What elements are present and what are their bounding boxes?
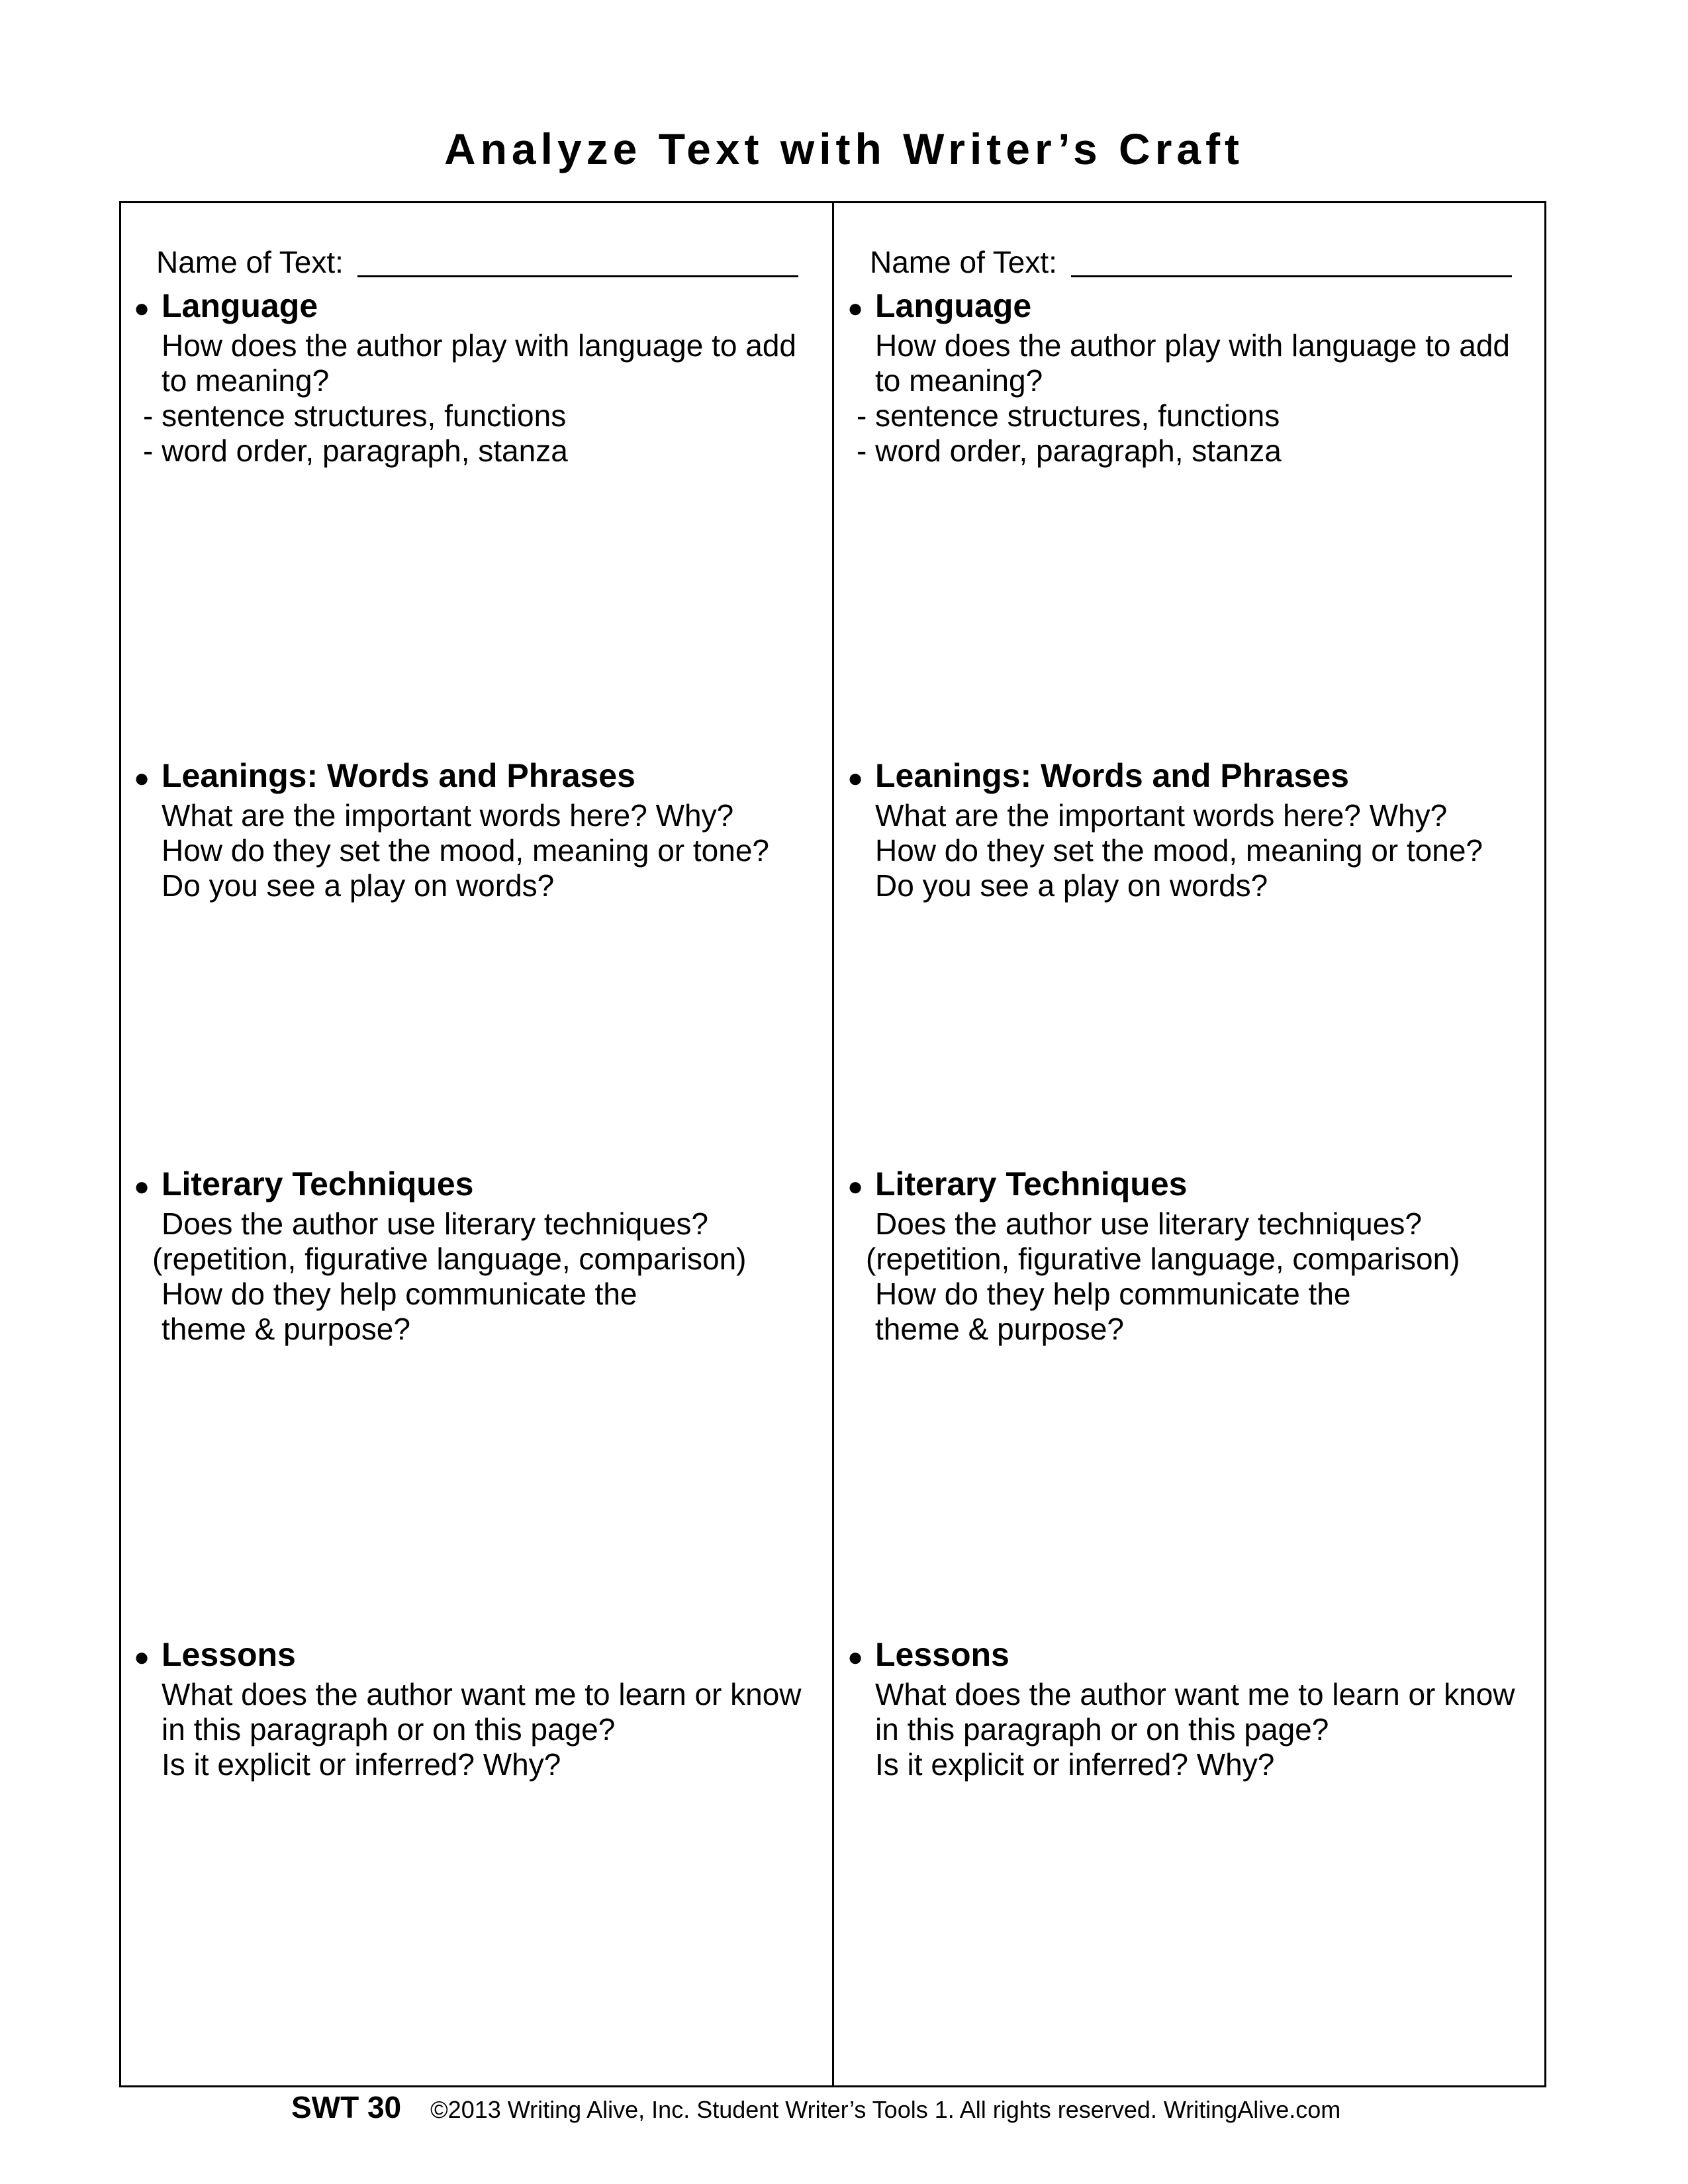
worksheet-column-left — [119, 201, 814, 2087]
name-of-text-label: Name of Text: — [870, 245, 1057, 279]
section-heading: ● Language — [134, 286, 802, 328]
section-literary-techniques — [134, 1164, 802, 1347]
prompt-line: Does the author use literary techniques? — [162, 1206, 708, 1241]
section-language — [134, 286, 802, 469]
copyright-notice: ©2013 Writing Alive, Inc. Student Writer’s Tools 1. All rights reserved. WritingAlive.com — [430, 2096, 1341, 2123]
section-heading: ● Lessons — [134, 1635, 802, 1677]
section-leanings — [847, 756, 1516, 903]
name-of-text-label: Name of Text: — [156, 245, 344, 279]
section-heading: ● Leanings: Words and Phrases — [134, 756, 802, 798]
bullet-icon: ● — [847, 1172, 864, 1201]
bullet-icon: ● — [847, 294, 864, 323]
prompt-line: Does the author use literary techniques? — [875, 1206, 1422, 1241]
bullet-icon: ● — [134, 764, 150, 793]
section-language — [847, 286, 1516, 469]
prompt-line: - sentence structures, functions — [857, 398, 1280, 433]
section-leanings — [134, 756, 802, 903]
section-lessons — [134, 1635, 802, 1782]
prompt-line: - sentence structures, functions — [143, 398, 567, 433]
bullet-icon: ● — [847, 1643, 864, 1672]
section-heading: ● Lessons — [847, 1635, 1516, 1677]
prompt-line: How does the author play with language to add — [875, 328, 1510, 363]
section-literary-techniques — [847, 1164, 1516, 1347]
page-code: SWT 30 — [291, 2090, 402, 2124]
section-heading: ● Literary Techniques — [134, 1164, 802, 1206]
prompt-line: theme & purpose? — [162, 1312, 410, 1346]
name-of-text-field[interactable] — [1071, 275, 1512, 277]
prompt-line: in this paragraph or on this page? — [875, 1712, 1329, 1747]
prompt-line: Is it explicit or inferred? Why? — [875, 1747, 1275, 1782]
worksheet-column-right — [833, 201, 1528, 2087]
prompt-line: (repetition, figurative language, comparison) — [152, 1242, 747, 1276]
section-lessons — [847, 1635, 1516, 1782]
prompt-line: What are the important words here? Why? — [162, 798, 734, 833]
prompt-line: Do you see a play on words? — [162, 868, 555, 903]
prompt-line: to meaning? — [875, 363, 1043, 398]
prompt-line: How do they set the mood, meaning or tone? — [162, 833, 770, 868]
prompt-line: - word order, paragraph, stanza — [143, 433, 568, 468]
bullet-icon: ● — [847, 764, 864, 793]
section-heading: ● Leanings: Words and Phrases — [847, 756, 1516, 798]
prompt-line: - word order, paragraph, stanza — [857, 433, 1282, 468]
prompt-line: Is it explicit or inferred? Why? — [162, 1747, 561, 1782]
bullet-icon: ● — [134, 1172, 150, 1201]
prompt-line: Do you see a play on words? — [875, 868, 1268, 903]
name-of-text-field[interactable] — [357, 275, 798, 277]
page-footer — [291, 2086, 1340, 2136]
bullet-icon: ● — [134, 294, 150, 323]
prompt-line: How do they help communicate the — [875, 1277, 1351, 1311]
prompt-line: theme & purpose? — [875, 1312, 1124, 1346]
prompt-line: How does the author play with language to add — [162, 328, 796, 363]
prompt-line: to meaning? — [162, 363, 330, 398]
prompt-line: What does the author want me to learn or know — [162, 1677, 802, 1711]
prompt-line: How do they help communicate the — [162, 1277, 637, 1311]
section-heading: ● Literary Techniques — [847, 1164, 1516, 1206]
prompt-line: What does the author want me to learn or know — [875, 1677, 1515, 1711]
section-heading: ● Language — [847, 286, 1516, 328]
prompt-line: (repetition, figurative language, comparison) — [866, 1242, 1460, 1276]
prompt-line: How do they set the mood, meaning or tone? — [875, 833, 1483, 868]
page-title: Analyze Text with Writer’s Craft — [444, 124, 1244, 173]
prompt-line: in this paragraph or on this page? — [162, 1712, 616, 1747]
prompt-line: What are the important words here? Why? — [875, 798, 1448, 833]
bullet-icon: ● — [134, 1643, 150, 1672]
